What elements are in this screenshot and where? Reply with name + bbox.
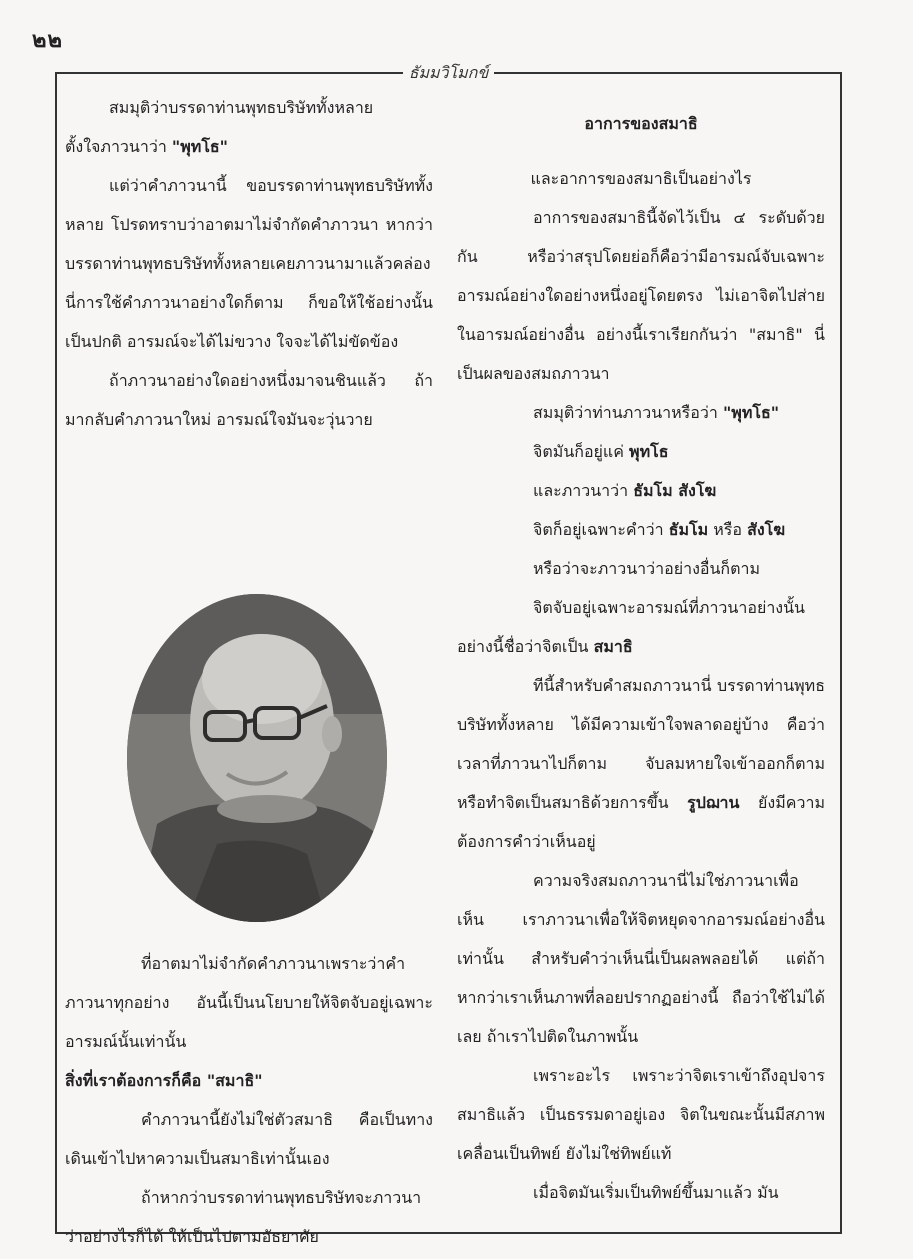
running-header-title: ธัมมวิโมกข์ (403, 63, 495, 82)
left-subheading: สิ่งที่เราต้องการก็คือ "สมาธิ" (65, 1071, 263, 1090)
running-header (57, 61, 840, 86)
right-line (457, 471, 825, 510)
left-column (65, 88, 433, 439)
right-line: จิตจับอยู่เฉพาะอารมณ์ที่ภาวนาอย่างนั้น (533, 598, 805, 617)
right-line (457, 393, 825, 432)
left-paragraph: สมมุติว่าบรรดาท่านพุทธบริษัททั้งหลาย (109, 98, 374, 117)
left-paragraph: ถ้าภาวนาอย่างใดอย่างหนึ่งมาจนชินแล้ว ถ้ามากลับคำภาวนาใหม่ อารมณ์ใจมันจะวุ่นวาย (65, 371, 433, 429)
right-emphasis: สมาธิ (593, 637, 633, 656)
right-line (457, 432, 825, 471)
right-paragraph: เมื่อจิตมันเริ่มเป็นทิพย์ขึ้นมาแล้ว มัน (533, 1183, 779, 1202)
right-paragraph: เพราะอะไร เพราะว่าจิตเราเข้าถึงอุปจารสมาธิแล้ว เป็นธรรมดาอยู่เอง จิตในขณะนั้นมีสภาพเคลื่อนเป็นทิพย์ ยังไม่ใช่ทิพย์แท้ (457, 1066, 825, 1163)
right-text: สมมุติว่าท่านภาวนาหรือว่า (533, 403, 718, 422)
left-paragraph: ที่อาตมาไม่จำกัดคำภาวนาเพราะว่าคำภาวนาทุกอย่าง อันนี้เป็นนโยบายให้จิตจับอยู่เฉพาะอารมณ์นั้นเท่านั้น (65, 954, 433, 1051)
page-number: ๒๒ (32, 28, 64, 53)
right-text: หรือ (713, 520, 742, 539)
right-text: อย่างนี้ชื่อว่าจิตเป็น (457, 637, 589, 656)
left-paragraph (65, 127, 433, 166)
right-emphasis: พุทโธ (629, 442, 669, 461)
right-column (457, 88, 825, 1212)
left-column-lower (65, 944, 433, 1256)
right-emphasis: ธัมโม (668, 520, 709, 539)
right-emphasis: "พุทโธ" (722, 403, 780, 422)
left-paragraph: ถ้าหากว่าบรรดาท่านพุทธบริษัทจะภาวนาว่าอย่างไรก็ได้ ให้เป็นไปตามอัธยาศัย (65, 1188, 422, 1246)
right-text: จิตมันก็อยู่แค่ (533, 442, 624, 461)
right-text: ทีนี้สำหรับคำสมถภาวนานี่ บรรดาท่านพุทธบริษัททั้งหลาย ได้มีความเข้าใจพลาดอยู่บ้าง คือว่าเวลาที่ภาวนาไปก็ตาม จับลมหายใจเข้าออกก็ตาม หรือทำจิตเป็นสมาธิด้วยการขึ้น (457, 676, 825, 812)
right-line (457, 510, 825, 549)
right-paragraph: อาการของสมาธินี้จัดไว้เป็น ๔ ระดับด้วยกัน หรือว่าสรุปโดยย่อก็คือว่ามีอารมณ์จับเฉพาะอารมณ์อย่างใดอย่างหนึ่งอยู่โดยตรง ไม่เอาจิตไปส่ายในอารมณ์อย่างอื่น อย่างนี้เราเรียกกันว่า "สมาธิ" นี่เป็นผลของสมถภาวนา (457, 208, 825, 383)
left-paragraph: แต่ว่าคำภาวนานี้ ขอบรรดาท่านพุทธบริษัททั้งหลาย โปรดทราบว่าอาตมาไม่จำกัดคำภาวนา หากว่าบรรดาท่านพุทธบริษัททั้งหลายเคยภาวนามาแล้วคล่อง นี่การใช้คำภาวนาอย่างใดก็ตาม ก็ขอให้ใช้อย่างนั้นเป็นปกติ อารมณ์จะได้ไม่ขวาง ใจจะได้ไม่ขัดข้อง (65, 176, 433, 351)
right-emphasis: รูปฌาน (687, 793, 740, 812)
left-paragraph: คำภาวนานี้ยังไม่ใช่ตัวสมาธิ คือเป็นทางเดินเข้าไปหาความเป็นสมาธิเท่านั้นเอง (65, 1110, 433, 1168)
right-text: จิตก็อยู่เฉพาะคำว่า (533, 520, 664, 539)
right-paragraph: ความจริงสมถภาวนานี่ไม่ใช่ภาวนาเพื่อเห็น เราภาวนาเพื่อให้จิตหยุดจากอารมณ์อย่างอื่นเท่านั้น สำหรับคำว่าเห็นนี่เป็นผลพลอยได้ แต่ถ้าหากว่าเราเห็นภาพที่ลอยปรากฏอย่างนี้ ถือว่าใช้ไม่ได้เลย ถ้าเราไปติดในภาพนั้น (457, 871, 825, 1046)
right-line: หรือว่าจะภาวนาว่าอย่างอื่นก็ตาม (533, 559, 761, 578)
left-text: ตั้งใจภาวนาว่า (65, 137, 167, 156)
left-emphasis: "พุทโธ" (171, 137, 229, 156)
right-line: และอาการของสมาธิเป็นอย่างไร (530, 169, 752, 188)
right-text: และภาวนาว่า (533, 481, 629, 500)
page-frame (55, 63, 842, 1246)
right-line (457, 627, 825, 666)
right-text: ยังมีความต้องการคำว่าเห็นอยู่ (457, 793, 825, 851)
monk-portrait-photo (127, 594, 387, 922)
right-emphasis: ธัมโม สังโฆ (633, 481, 717, 500)
right-paragraph (457, 666, 825, 861)
section-heading: อาการของสมาธิ (584, 114, 698, 133)
right-emphasis: สังโฆ (747, 520, 786, 539)
